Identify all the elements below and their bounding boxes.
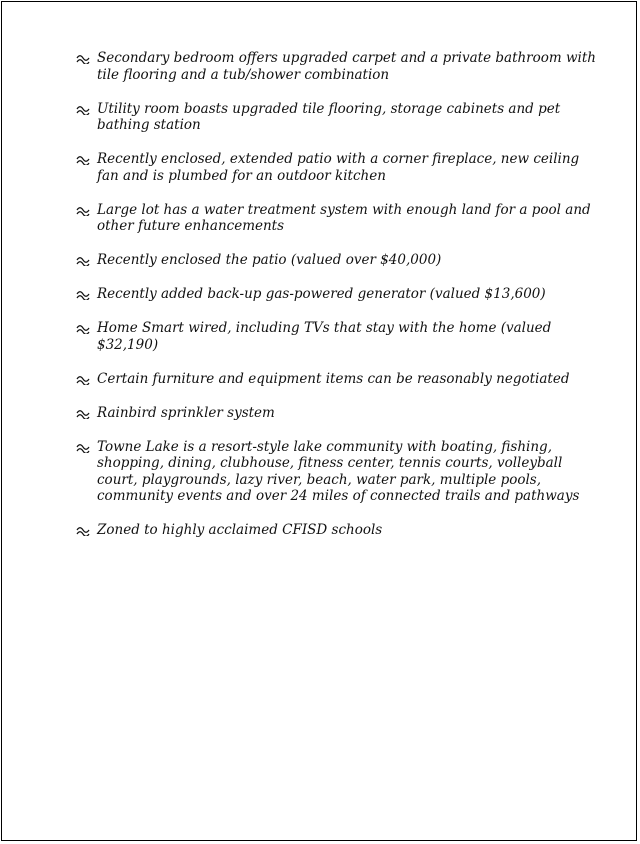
list-item-text: Certain furniture and equipment items can be reasonably negotiated: [97, 370, 570, 387]
list-item-text: Zoned to highly acclaimed CFISD schools: [97, 522, 383, 538]
list-item: [76, 101, 596, 134]
list-item: [76, 286, 596, 303]
list-item: [76, 522, 596, 539]
list-item: [76, 320, 596, 353]
list-item: [76, 405, 596, 422]
list-item-text: Recently enclosed the patio (valued over $40,000): [97, 252, 442, 268]
list-item-text: Utility room boasts upgraded tile flooring, storage cabinets and pet bathing station: [97, 100, 561, 133]
list-item: [76, 151, 596, 184]
list-item-text: Rainbird sprinkler system: [97, 404, 275, 421]
list-item: [76, 50, 596, 83]
list-item-text: Large lot has a water treatment system with enough land for a pool and other future enhancements: [97, 201, 591, 234]
wave-bullet-icon: [76, 155, 90, 165]
list-item-text: Home Smart wired, including TVs that stay with the home (valued $32,190): [97, 320, 552, 353]
wave-bullet-icon: [76, 324, 90, 334]
wave-bullet-icon: [76, 409, 90, 419]
list-item: [76, 371, 596, 388]
wave-bullet-icon: [76, 526, 90, 536]
list-item-text: Recently added back-up gas-powered generator (valued $13,600): [97, 286, 546, 302]
wave-bullet-icon: [76, 54, 90, 64]
document-page: [1, 1, 637, 841]
list-item: [76, 252, 596, 269]
wave-bullet-icon: [76, 375, 90, 385]
wave-bullet-icon: [76, 206, 90, 216]
feature-list: [76, 50, 596, 556]
list-item-text: Recently enclosed, extended patio with a corner fireplace, new ceiling fan and is plumbed for an outdoor kitchen: [97, 151, 580, 184]
list-item-text: Towne Lake is a resort-style lake community with boating, fishing, shopping, dining, clubhouse, fitness center, tennis courts, volleyball court, playgrounds, lazy river, beach, water park, multiple pools, community events and over 24 miles of connected trails and pathways: [97, 438, 580, 504]
list-item: [76, 202, 596, 235]
list-item: [76, 439, 596, 505]
wave-bullet-icon: [76, 443, 90, 453]
wave-bullet-icon: [76, 256, 90, 266]
wave-bullet-icon: [76, 105, 90, 115]
list-item-text: Secondary bedroom offers upgraded carpet and a private bathroom with tile flooring and a tub/shower combination: [97, 50, 596, 83]
wave-bullet-icon: [76, 290, 90, 300]
